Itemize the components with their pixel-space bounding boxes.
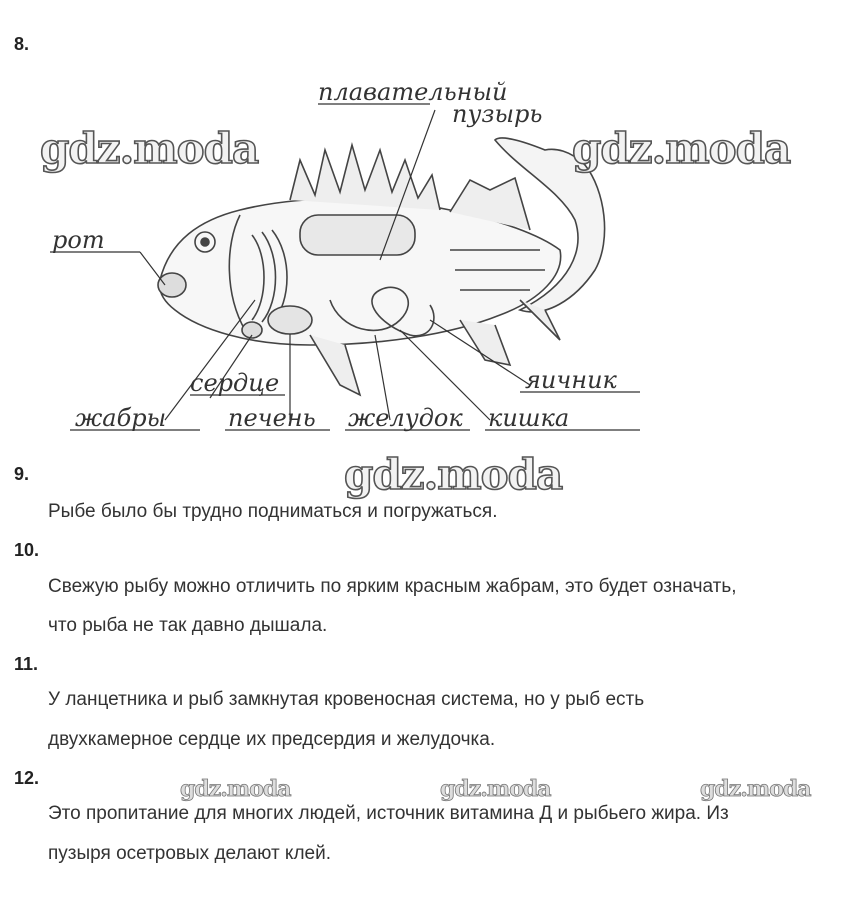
watermark: gdz.moda (180, 776, 291, 802)
question-number-12: 12. (14, 768, 40, 788)
label-ovary: яичник (525, 366, 617, 394)
watermark: gdz.moda (572, 124, 791, 173)
answer-12-line-2: пузыря осетровых делают клей. (48, 843, 332, 864)
answer-9: Рыбе было бы трудно подниматься и погружаться. (48, 501, 498, 522)
answer-11-line-2: двухкамерное сердце их предсердия и желудочка. (48, 729, 496, 750)
label-intestine: кишка (488, 404, 570, 432)
label-stomach: желудок (348, 404, 463, 432)
answer-12-line-1: Это пропитание для многих людей, источник витамина Д и рыбьего жира. Из (48, 803, 729, 824)
watermark: gdz.moda (700, 776, 811, 802)
answer-10-line-1: Свежую рыбу можно отличить по ярким красным жабрам, это будет означать, (48, 576, 737, 597)
answer-11-line-1: У ланцетника и рыб замкнутая кровеносная система, но у рыб есть (48, 689, 645, 710)
label-gills: жабры (75, 404, 167, 432)
label-mouth: рот (52, 226, 105, 254)
question-number-9: 9. (14, 464, 30, 484)
label-liver: печень (228, 404, 316, 432)
answer-10-line-2: что рыба не так давно дышала. (48, 615, 328, 636)
label-heart: сердце (190, 369, 280, 397)
label-swim-bladder-1: плавательный (318, 78, 508, 106)
question-number-10: 10. (14, 540, 40, 560)
watermark: gdz.moda (344, 450, 563, 499)
question-number-11: 11. (14, 654, 39, 674)
question-number-8: 8. (14, 34, 30, 54)
watermark: gdz.moda (40, 124, 259, 173)
label-swim-bladder-2: пузырь (452, 100, 543, 128)
watermark: gdz.moda (440, 776, 551, 802)
